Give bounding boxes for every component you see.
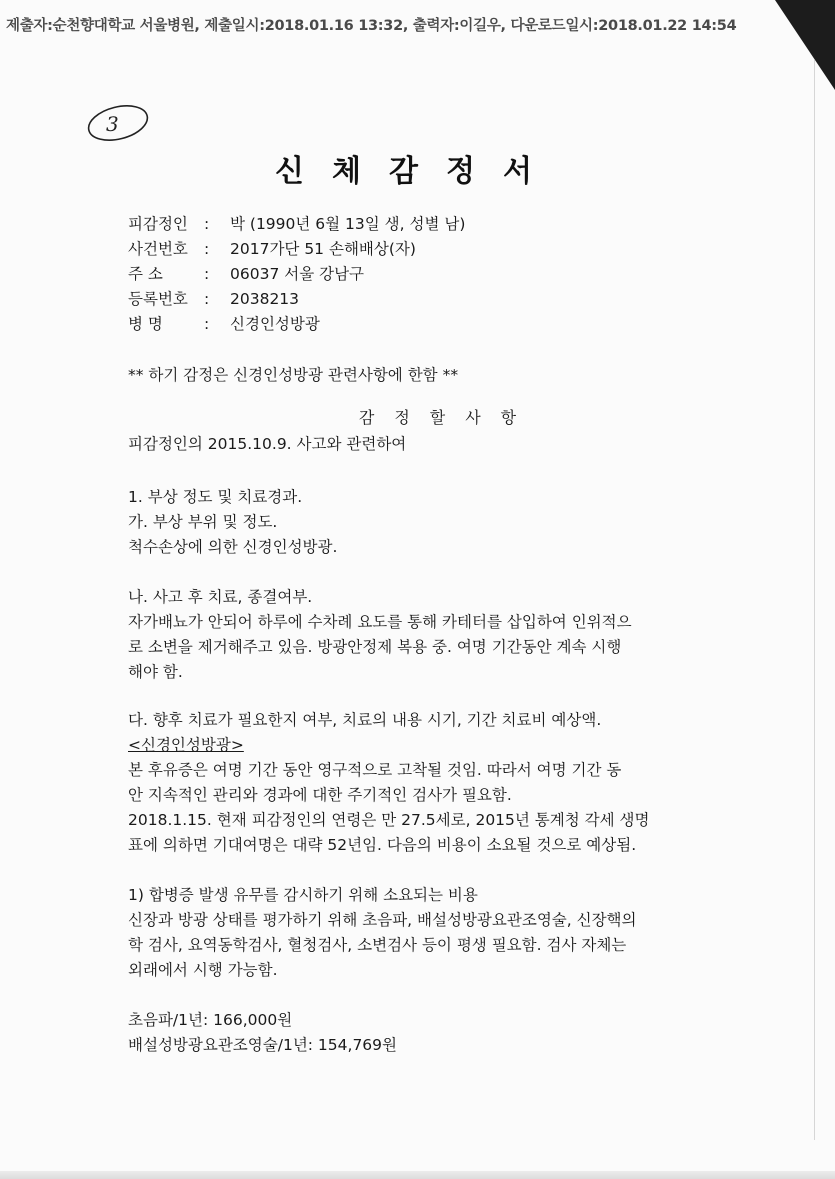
info-label: 사건번호 [128,240,188,258]
item1b-text-line: 로 소변을 제거해주고 있음. 방광안정제 복용 중. 여명 기간동안 계속 시행 [128,638,622,656]
info-colon: : [204,315,210,333]
handwritten-page-number [82,100,156,146]
sub1-title: 1) 합병증 발생 유무를 감시하기 위해 소요되는 비용 [128,886,478,904]
info-value: 06037 서울 강남구 [230,265,365,283]
item1b-text-line: 자가배뇨가 안되어 하루에 수차례 요도를 통해 카테터를 삽입하여 인위적으 [128,613,632,631]
info-colon: : [204,215,210,233]
item1c-text-line: 표에 의하면 기대여명은 대략 52년임. 다음의 비용이 소요될 것으로 예상됨. [128,836,637,854]
item1c-subtitle: <신경인성방광> [128,736,244,754]
info-colon: : [204,240,210,258]
submission-header-stamp: 제출자:순천향대학교 서울병원, 제출일시:2018.01.16 13:32, 출력자:이길우, 다운로드일시:2018.01.22 14:54 [6,18,737,34]
info-row-registration [128,287,299,309]
info-value: 2017가단 51 손해배상(자) [230,240,416,258]
document-title: 신체감정서 [275,154,560,189]
info-row-case-number [128,237,416,259]
info-row-examinee [128,212,465,234]
item1b-text-line: 해야 함. [128,663,183,681]
info-colon: : [204,265,210,283]
item1a-title: 가. 부상 부위 및 정도. [128,513,278,531]
item1c-text-line: 본 후유증은 여명 기간 동안 영구적으로 고착될 것임. 따라서 여명 기간 동 [128,761,622,779]
page-edge-line [814,60,815,1140]
info-value: 박 (1990년 6월 13일 생, 성별 남) [230,215,466,233]
sub1-text-line: 신장과 방광 상태를 평가하기 위해 초음파, 배설성방광요관조영술, 신장핵의 [128,911,637,929]
info-label: 등록번호 [128,290,188,308]
info-value: 신경인성방광 [230,315,320,333]
info-label: 피감정인 [128,215,188,233]
info-colon: : [204,290,210,308]
cost-line: 초음파/1년: 166,000원 [128,1011,293,1029]
item1-title: 1. 부상 정도 및 치료경과. [128,488,303,506]
scan-bottom-edge [0,1171,835,1179]
info-row-address [128,262,364,284]
item1c-text-line: 2018.1.15. 현재 피감정인의 연령은 만 27.5세로, 2015년 통계청 각세 생명 [128,811,650,829]
corner-fold-mark [775,0,835,90]
section-heading: 감정할사항 [358,408,537,427]
scope-note: ** 하기 감정은 신경인성방광 관련사항에 한함 ** [128,366,459,384]
info-row-diagnosis [128,312,320,334]
svg-text:3: 3 [106,112,119,136]
cost-line: 배설성방광요관조영술/1년: 154,769원 [128,1036,398,1054]
item1b-title: 나. 사고 후 치료, 종결여부. [128,588,313,606]
item1c-title: 다. 향후 치료가 필요한지 여부, 치료의 내용 시기, 기간 치료비 예상액. [128,711,602,729]
info-label: 병 명 [128,315,163,333]
sub1-text-line: 학 검사, 요역동학검사, 혈청검사, 소변검사 등이 평생 필요함. 검사 자체는 [128,936,627,954]
info-label: 주 소 [128,265,163,283]
sub1-text-line: 외래에서 시행 가능함. [128,961,278,979]
item1a-text: 척수손상에 의한 신경인성방광. [128,538,338,556]
intro-text: 피감정인의 2015.10.9. 사고와 관련하여 [128,435,407,453]
item1c-text-line: 안 지속적인 관리와 경과에 대한 주기적인 검사가 필요함. [128,786,512,804]
info-value: 2038213 [230,290,300,308]
